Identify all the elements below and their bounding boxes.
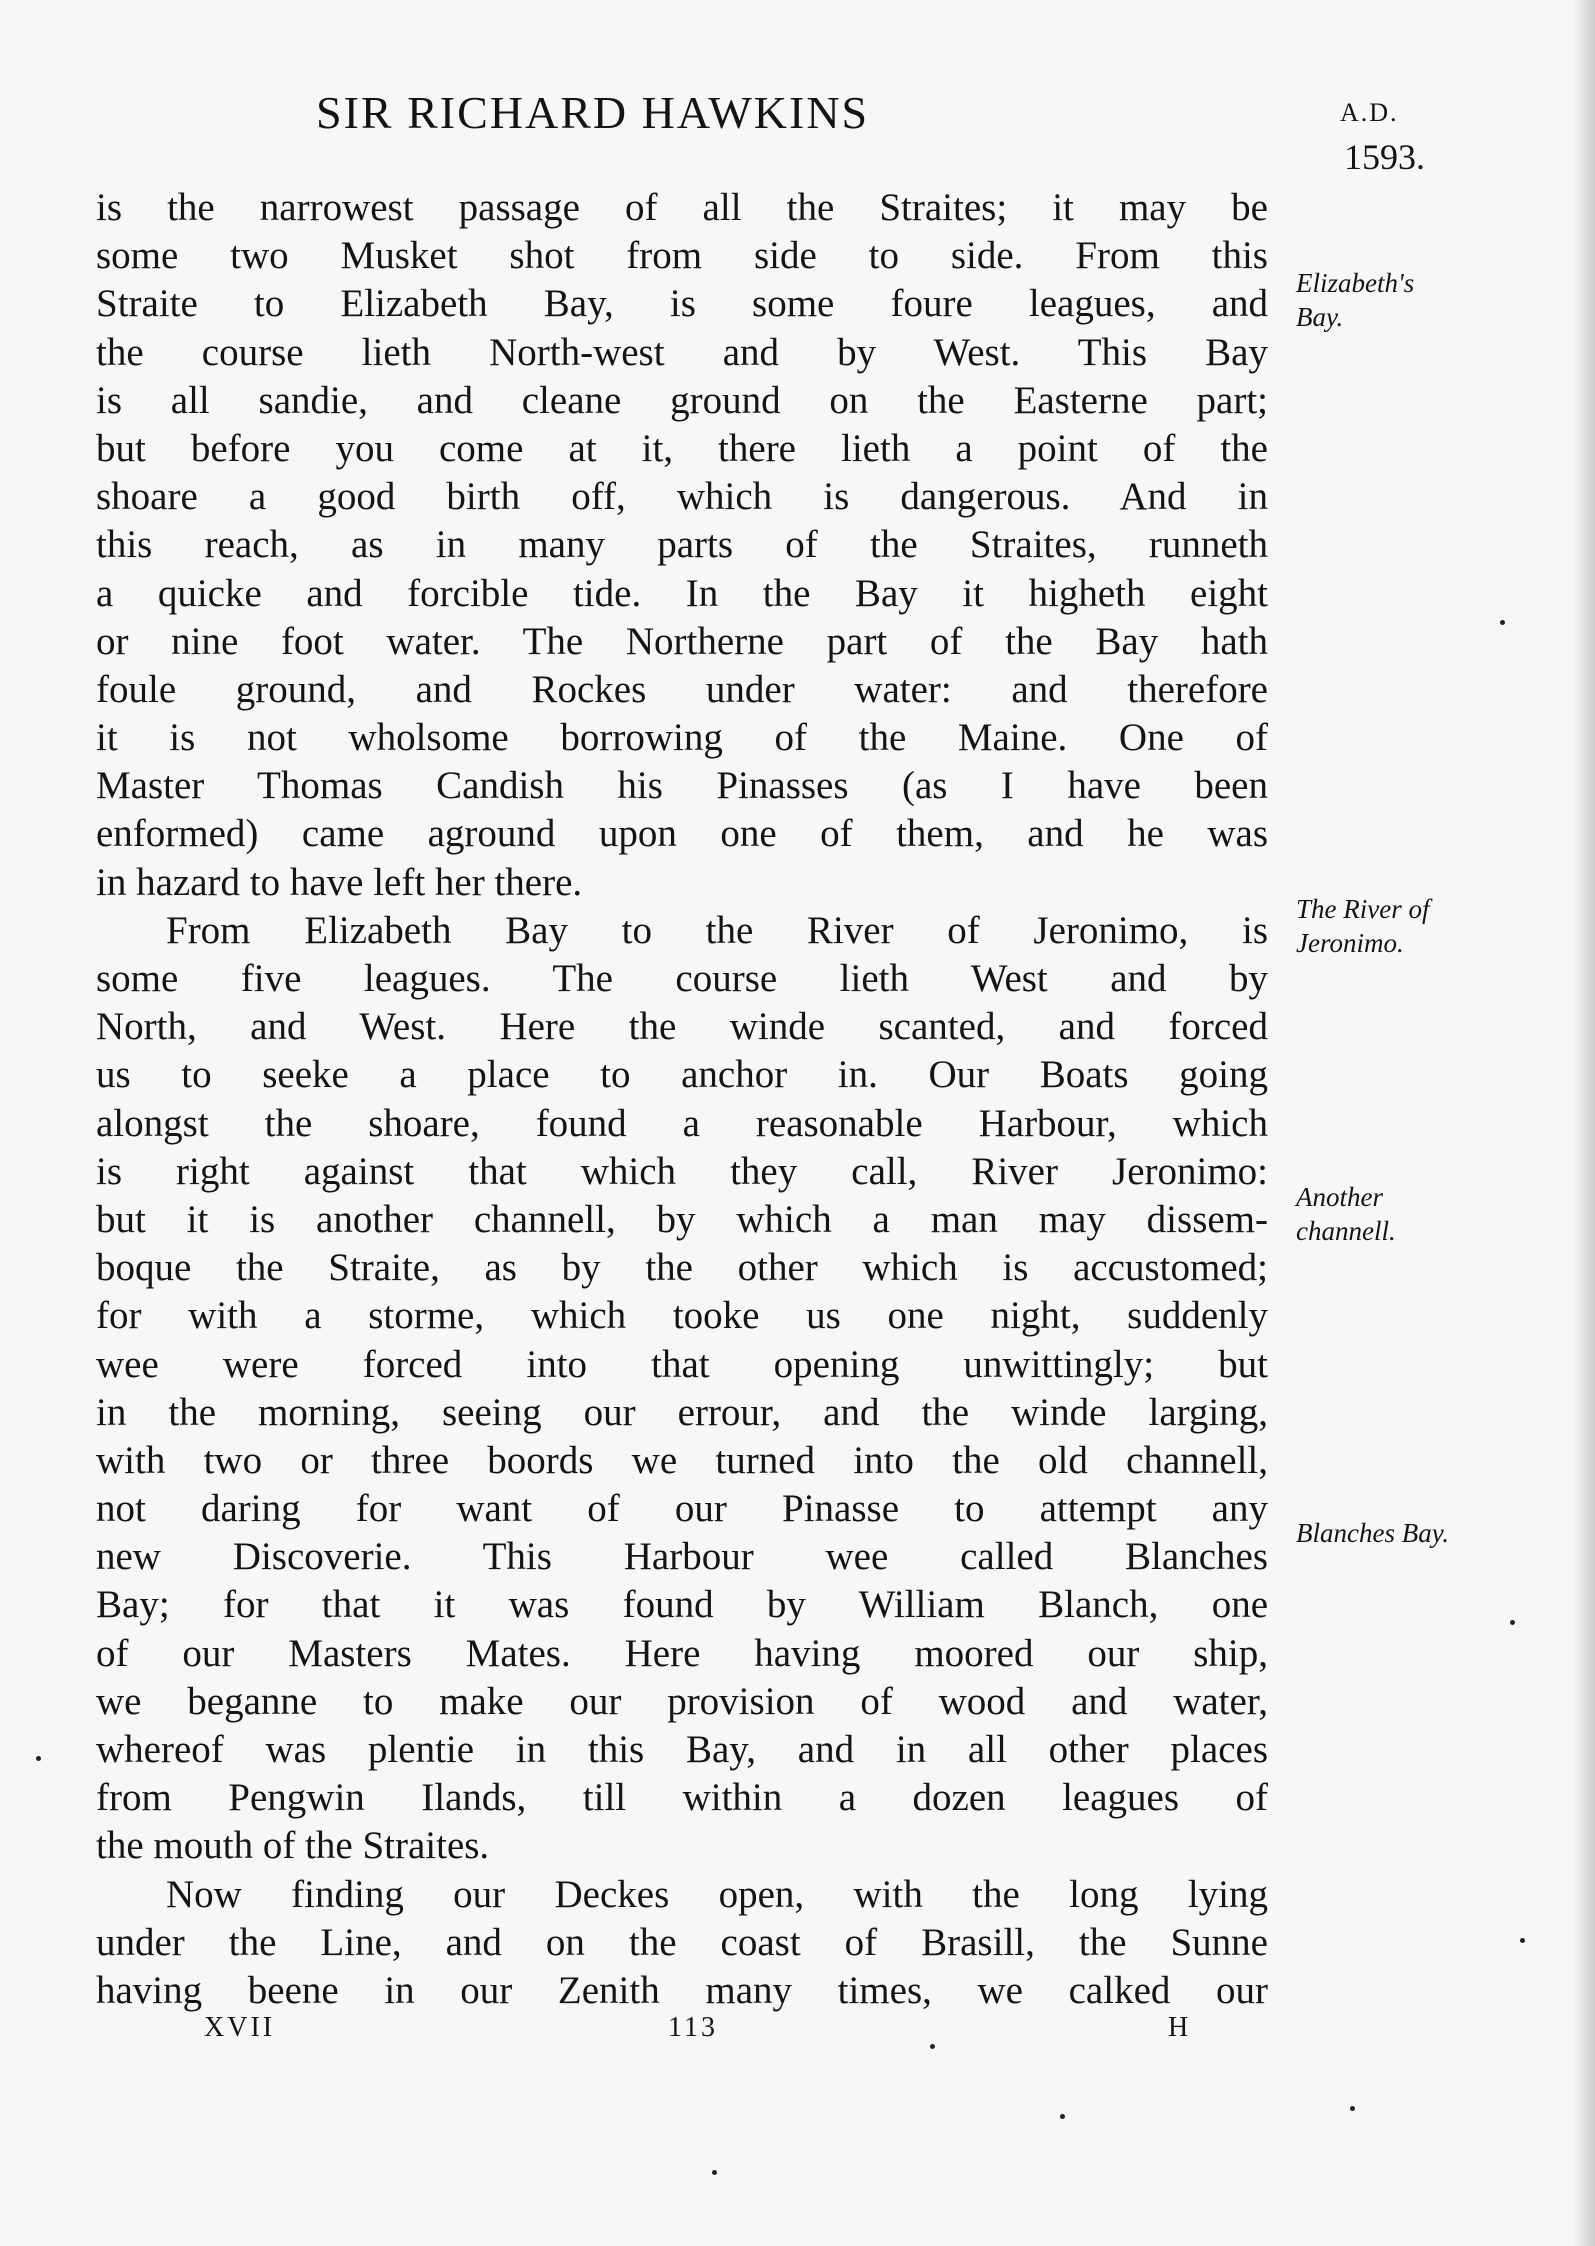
running-title: SIR RICHARD HAWKINS xyxy=(316,87,870,138)
text-line: enformed) came aground upon one of them, and he was xyxy=(96,812,1268,856)
text-line: North, and West. Here the winde scanted, and forced xyxy=(96,1005,1268,1049)
margin-note-line: Blanches Bay. xyxy=(1296,1518,1449,1548)
text-line: it is not wholsome borrowing of the Maine. One of xyxy=(96,716,1268,760)
text-line: boque the Straite, as by the other which is accustomed; xyxy=(96,1246,1268,1290)
print-speck xyxy=(930,2044,935,2049)
text-line: of our Masters Mates. Here having moored our ship, xyxy=(96,1631,1268,1675)
text-line: us to seeke a place to anchor in. Our Boats going xyxy=(96,1053,1268,1097)
text-line: but before you come at it, there lieth a point of the xyxy=(96,426,1268,470)
text-line: is all sandie, and cleane ground on the Easterne part; xyxy=(96,378,1268,422)
text-line: or nine foot water. The Northerne part of the Bay hath xyxy=(96,619,1268,663)
text-line: wee were forced into that opening unwittingly; but xyxy=(96,1342,1268,1386)
body-text xyxy=(96,184,1268,2015)
text-line: some two Musket shot from side to side. From this xyxy=(96,234,1268,278)
margin-note-blanches-bay xyxy=(1296,1516,1449,1550)
print-speck xyxy=(1500,620,1505,625)
text-line: we beganne to make our provision of wood and water, xyxy=(96,1679,1268,1723)
text-line: for with a storme, which tooke us one night, suddenly xyxy=(96,1294,1268,1338)
print-speck xyxy=(36,1756,41,1761)
page-number: 113 xyxy=(668,2012,718,2043)
text-line: foule ground, and Rockes under water: and therefore xyxy=(96,667,1268,711)
text-line: Straite to Elizabeth Bay, is some foure leagues, and xyxy=(96,282,1268,326)
margin-note-river-jeronimo xyxy=(1296,892,1429,960)
text-line: Master Thomas Candish his Pinasses (as I have been xyxy=(96,764,1268,808)
text-line: this reach, as in many parts of the Straites, runneth xyxy=(96,523,1268,567)
margin-note-elizabeths-bay xyxy=(1296,266,1414,334)
print-speck xyxy=(1520,1938,1525,1943)
anno-domini-label: A.D. xyxy=(1340,98,1399,127)
text-line: whereof was plentie in this Bay, and in all other places xyxy=(96,1728,1268,1771)
text-line: the mouth of the Straites. xyxy=(96,1824,490,1868)
margin-note-line: Jeronimo. xyxy=(1296,928,1404,958)
text-line: not daring for want of our Pinasse to attempt any xyxy=(96,1487,1268,1531)
print-speck xyxy=(1350,2106,1355,2111)
text-line: but it is another channell, by which a man may dissem- xyxy=(96,1197,1268,1241)
text-line: alongst the shoare, found a reasonable Harbour, which xyxy=(96,1101,1268,1145)
print-speck xyxy=(1510,1620,1515,1625)
page-edge-shadow xyxy=(1573,0,1595,2246)
print-speck xyxy=(712,2170,717,2175)
margin-note-line: Elizabeth's xyxy=(1296,268,1415,298)
gathering-mark: H xyxy=(1168,2012,1192,2043)
text-line: From Elizabeth Bay to the River of Jeronimo, is xyxy=(166,908,1268,952)
margin-note-line: channell. xyxy=(1296,1216,1396,1246)
margin-note-line: Bay. xyxy=(1296,302,1344,332)
text-line: in hazard to have left her there. xyxy=(96,860,583,904)
text-line: having beene in our Zenith many times, we calked our xyxy=(96,1968,1268,2012)
print-speck xyxy=(1060,2114,1065,2119)
text-line: Now finding our Deckes open, with the long lying xyxy=(166,1872,1268,1916)
text-line: is right against that which they call, River Jeronimo: xyxy=(96,1149,1268,1193)
text-line: the course lieth North-west and by West. This Bay xyxy=(96,330,1268,374)
text-line: in the morning, seeing our errour, and the winde larging, xyxy=(96,1390,1268,1434)
text-line: under the Line, and on the coast of Brasill, the Sunne xyxy=(96,1920,1268,1964)
margin-note-line: The River of xyxy=(1296,894,1430,924)
margin-note-another-channell xyxy=(1296,1180,1396,1248)
text-line: some five leagues. The course lieth West and by xyxy=(96,957,1268,1000)
text-line: Bay; for that it was found by William Blanch, one xyxy=(96,1583,1268,1627)
year-label: 1593. xyxy=(1344,137,1425,177)
margin-note-line: Another xyxy=(1296,1182,1383,1212)
text-line: new Discoverie. This Harbour wee called Blanches xyxy=(96,1535,1268,1579)
text-line: with two or three boords we turned into the old channell, xyxy=(96,1438,1268,1482)
text-line: from Pengwin Ilands, till within a dozen leagues of xyxy=(96,1776,1268,1820)
text-line: a quicke and forcible tide. In the Bay it higheth eight xyxy=(96,571,1268,615)
text-line: shoare a good birth off, which is dangerous. And in xyxy=(96,475,1268,519)
signature-mark: XVII xyxy=(204,2012,276,2043)
text-line: is the narrowest passage of all the Straites; it may be xyxy=(96,186,1268,229)
